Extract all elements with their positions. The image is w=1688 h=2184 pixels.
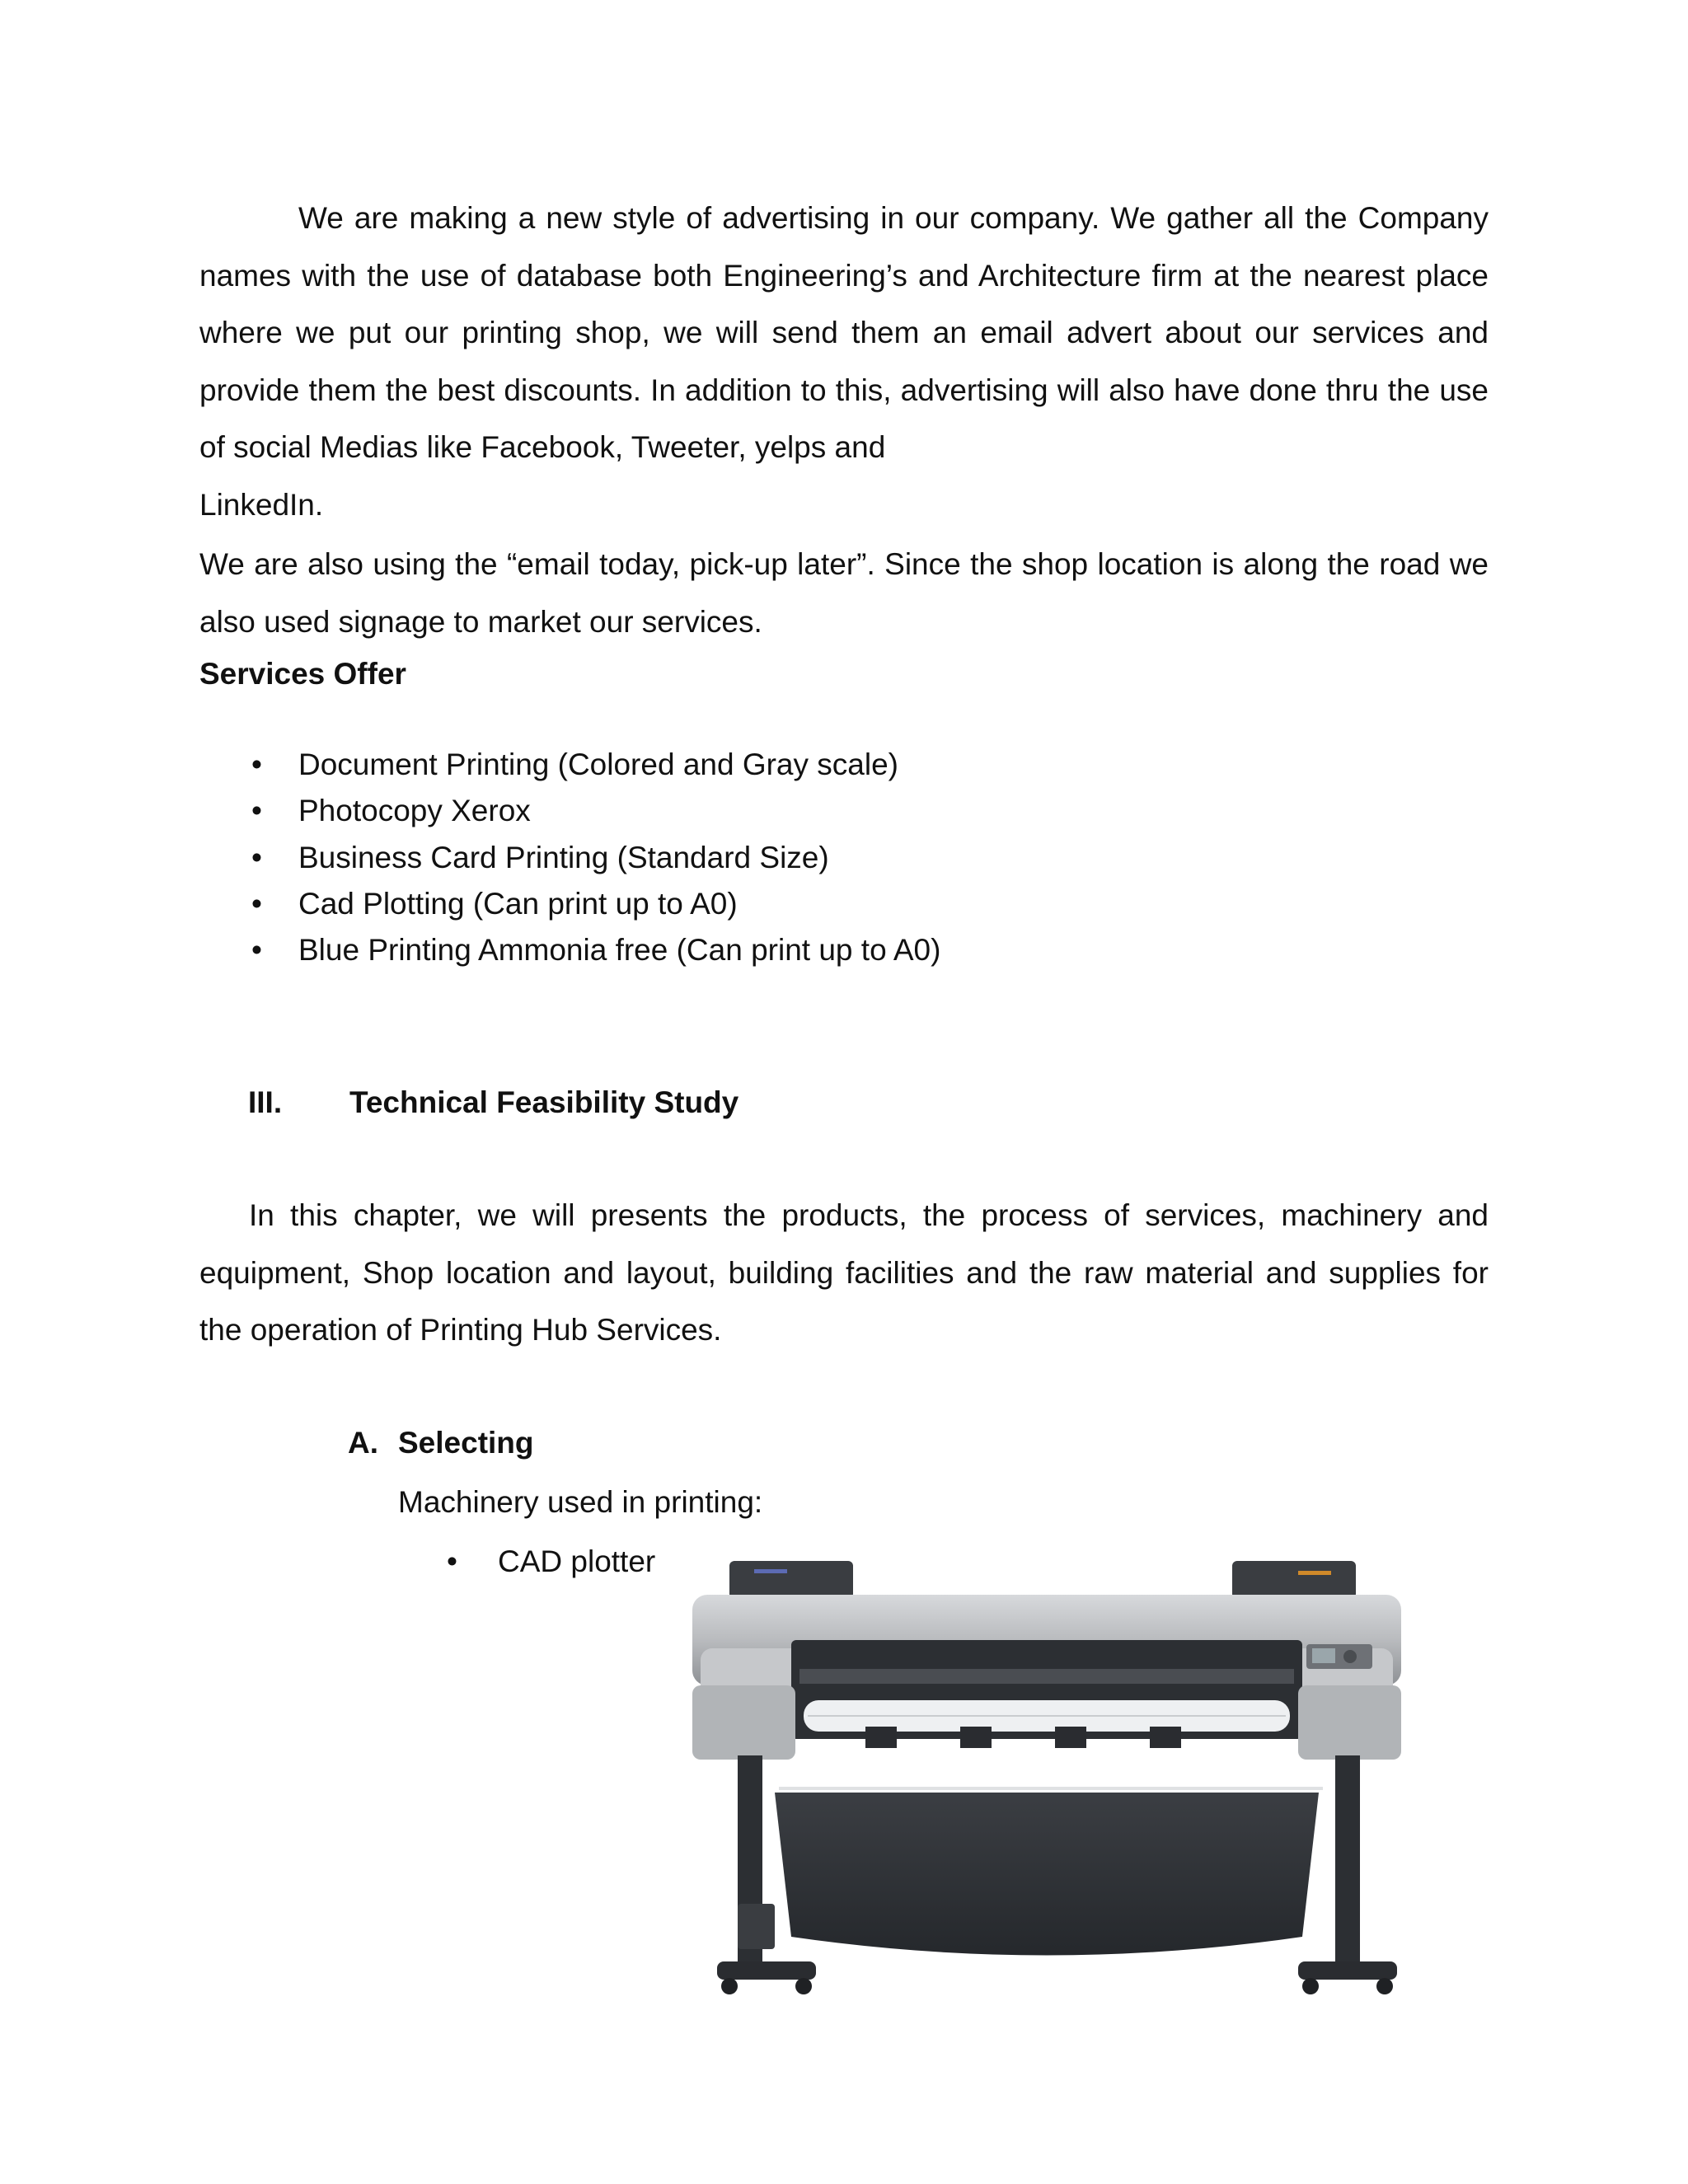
machinery-item-label: CAD plotter xyxy=(498,1544,656,1578)
chapter-intro-paragraph: In this chapter, we will presents the products, the process of services, machinery and equipment, Shop location and layout, building facilities and the raw material and supplies for the operation of Printing Hub Services. xyxy=(199,1198,1489,1347)
bullet-icon: • xyxy=(251,794,262,828)
service-label: Business Card Printing (Standard Size) xyxy=(298,840,829,874)
section-title: Technical Feasibility Study xyxy=(349,1085,739,1119)
list-item xyxy=(199,742,1353,788)
machinery-label: Machinery used in printing: xyxy=(398,1485,763,1519)
bullet-icon: • xyxy=(251,933,262,968)
bullet-icon: • xyxy=(251,886,262,921)
bullet-icon: • xyxy=(447,1544,457,1578)
services-heading: Services Offer xyxy=(199,657,406,691)
subsection-title: Selecting xyxy=(398,1426,534,1460)
bullet-icon: • xyxy=(251,840,262,874)
bullet-icon: • xyxy=(251,748,262,781)
advertising-paragraph: We are making a new style of advertising in our company. We gather all the Company names with the use of database both Engineering’s and Architecture firm at the nearest place where we put our printing shop, we will send them an email advert about our services and provide them the best discounts. In addition to this, advertising will also have done thru the use of social Medias like Facebook, Tweeter, yelps and LinkedIn. xyxy=(199,201,1489,522)
subsection-heading xyxy=(348,1420,534,1466)
service-label: Document Printing (Colored and Gray scale) xyxy=(298,748,898,781)
subsection-letter: A. xyxy=(348,1426,378,1460)
list-item xyxy=(199,881,1353,927)
services-list xyxy=(199,742,1353,973)
section-heading xyxy=(248,1080,738,1126)
service-label: Photocopy Xerox xyxy=(298,794,531,828)
cad-plotter-image xyxy=(692,1549,1418,2011)
list-item xyxy=(199,788,1353,834)
list-item xyxy=(447,1539,655,1585)
list-item xyxy=(199,835,1353,881)
service-label: Blue Printing Ammonia free (Can print up to A0) xyxy=(298,933,941,968)
service-label: Cad Plotting (Can print up to A0) xyxy=(298,886,738,921)
list-item xyxy=(199,927,1353,973)
email-signage-paragraph: We are also using the “email today, pick-up later”. Since the shop location is along the road we also used signage to market our services. xyxy=(199,547,1489,639)
section-number: III. xyxy=(248,1085,283,1119)
